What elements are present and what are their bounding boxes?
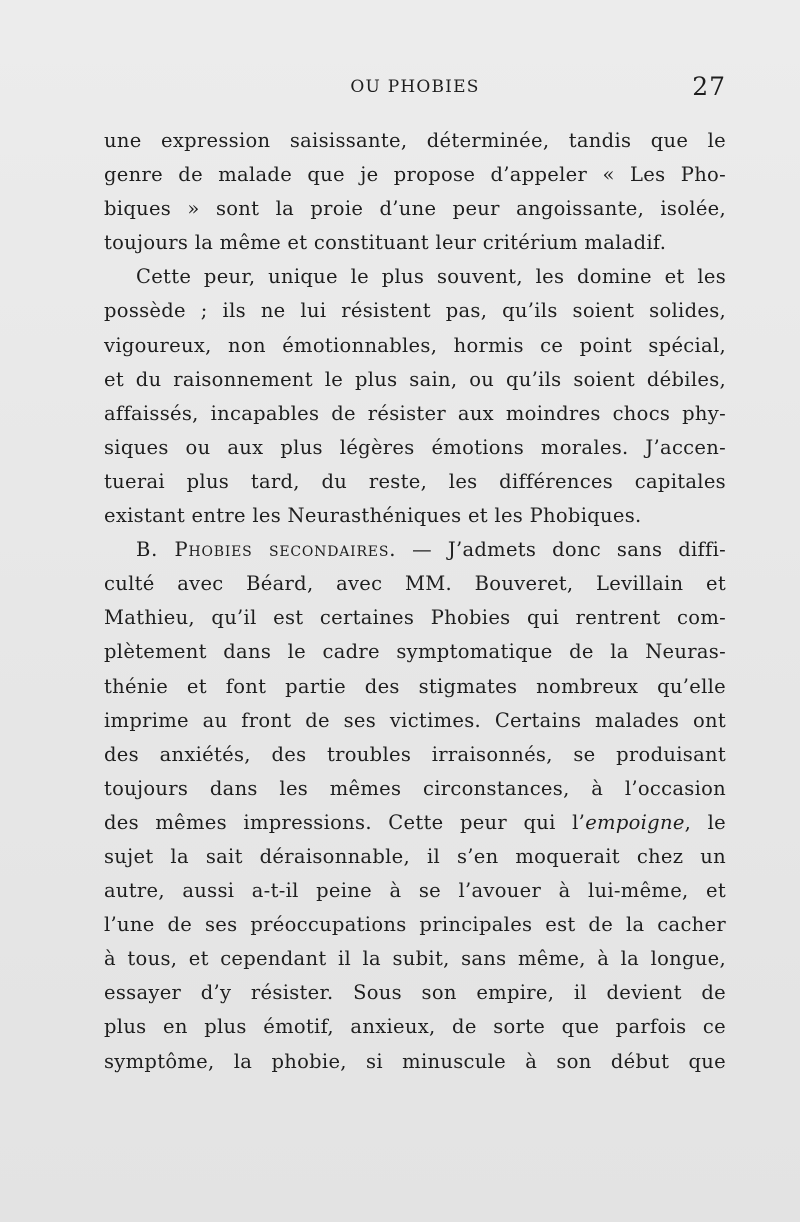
section-heading-line	[104, 533, 726, 567]
text-line: genre de malade que je propose d’appeler « Les Pho-	[104, 163, 726, 187]
line-text-after: , le	[684, 810, 727, 834]
text-line: tuerai plus tard, du reste, les différences capitales	[104, 469, 726, 493]
text-line: autre, aussi a-t-il peine à se l’avouer à lui-même, et	[104, 879, 726, 903]
text-line: sujet la sait déraisonnable, il s’en moquerait chez un	[104, 844, 726, 868]
text-line: toujours dans les mêmes circonstances, à l’occasion	[104, 776, 726, 800]
text-line: siques ou aux plus légères émotions morales. J’accen-	[104, 435, 726, 459]
text-line: essayer d’y résister. Sous son empire, il devient de	[104, 981, 726, 1005]
text-line: culté avec Béard, avec MM. Bouveret, Levillain et	[104, 572, 726, 596]
text-line: plus en plus émotif, anxieux, de sorte que parfois ce	[104, 1015, 726, 1039]
section-line-text: — J’admets donc sans diffi-	[396, 538, 726, 562]
text-line: une expression saisissante, déterminée, tandis que le	[104, 129, 726, 152]
text-line: biques » sont la proie d’une peur angoissante, isolée,	[104, 197, 726, 221]
paragraph-start-line: Cette peur, unique le plus souvent, les domine et les	[136, 265, 726, 289]
text-line: toujours la même et constituant leur critérium maladif.	[104, 231, 667, 255]
text-line: possède ; ils ne lui résistent pas, qu’ils soient solides,	[104, 299, 726, 323]
text-line: thénie et font partie des stigmates nombreux qu’elle	[104, 674, 726, 698]
text-line: des anxiétés, des troubles irraisonnés, se produisant	[104, 742, 726, 766]
running-header	[104, 72, 726, 104]
text-line-with-italic	[104, 806, 726, 840]
line-text-before: des mêmes impressions. Cette peur qui l’	[104, 810, 586, 834]
text-line: imprime au front de ses victimes. Certains malades ont	[104, 708, 726, 732]
text-line: affaissés, incapables de résister aux moindres chocs phy-	[104, 401, 726, 425]
section-label: B. Phobies secondaires.	[136, 538, 397, 562]
body-text	[104, 124, 726, 1079]
text-line: existant entre les Neurasthéniques et les Phobiques.	[104, 504, 642, 528]
text-line: à tous, et cependant il la subit, sans même, à la longue,	[104, 947, 726, 971]
text-line: l’une de ses préoccupations principales est de la cacher	[104, 913, 726, 937]
italic-word: empoigne	[585, 810, 685, 834]
running-title: OU PHOBIES	[350, 77, 480, 97]
text-line: vigoureux, non émotionnables, hormis ce point spécial,	[104, 333, 726, 357]
text-line: symptôme, la phobie, si minuscule à son début que	[104, 1049, 726, 1073]
page-number: 27	[692, 72, 726, 101]
text-line: plètement dans le cadre symptomatique de la Neuras-	[104, 640, 726, 664]
text-line: et du raisonnement le plus sain, ou qu’ils soient débiles,	[104, 367, 726, 391]
text-line: Mathieu, qu’il est certaines Phobies qui rentrent com-	[104, 606, 726, 630]
